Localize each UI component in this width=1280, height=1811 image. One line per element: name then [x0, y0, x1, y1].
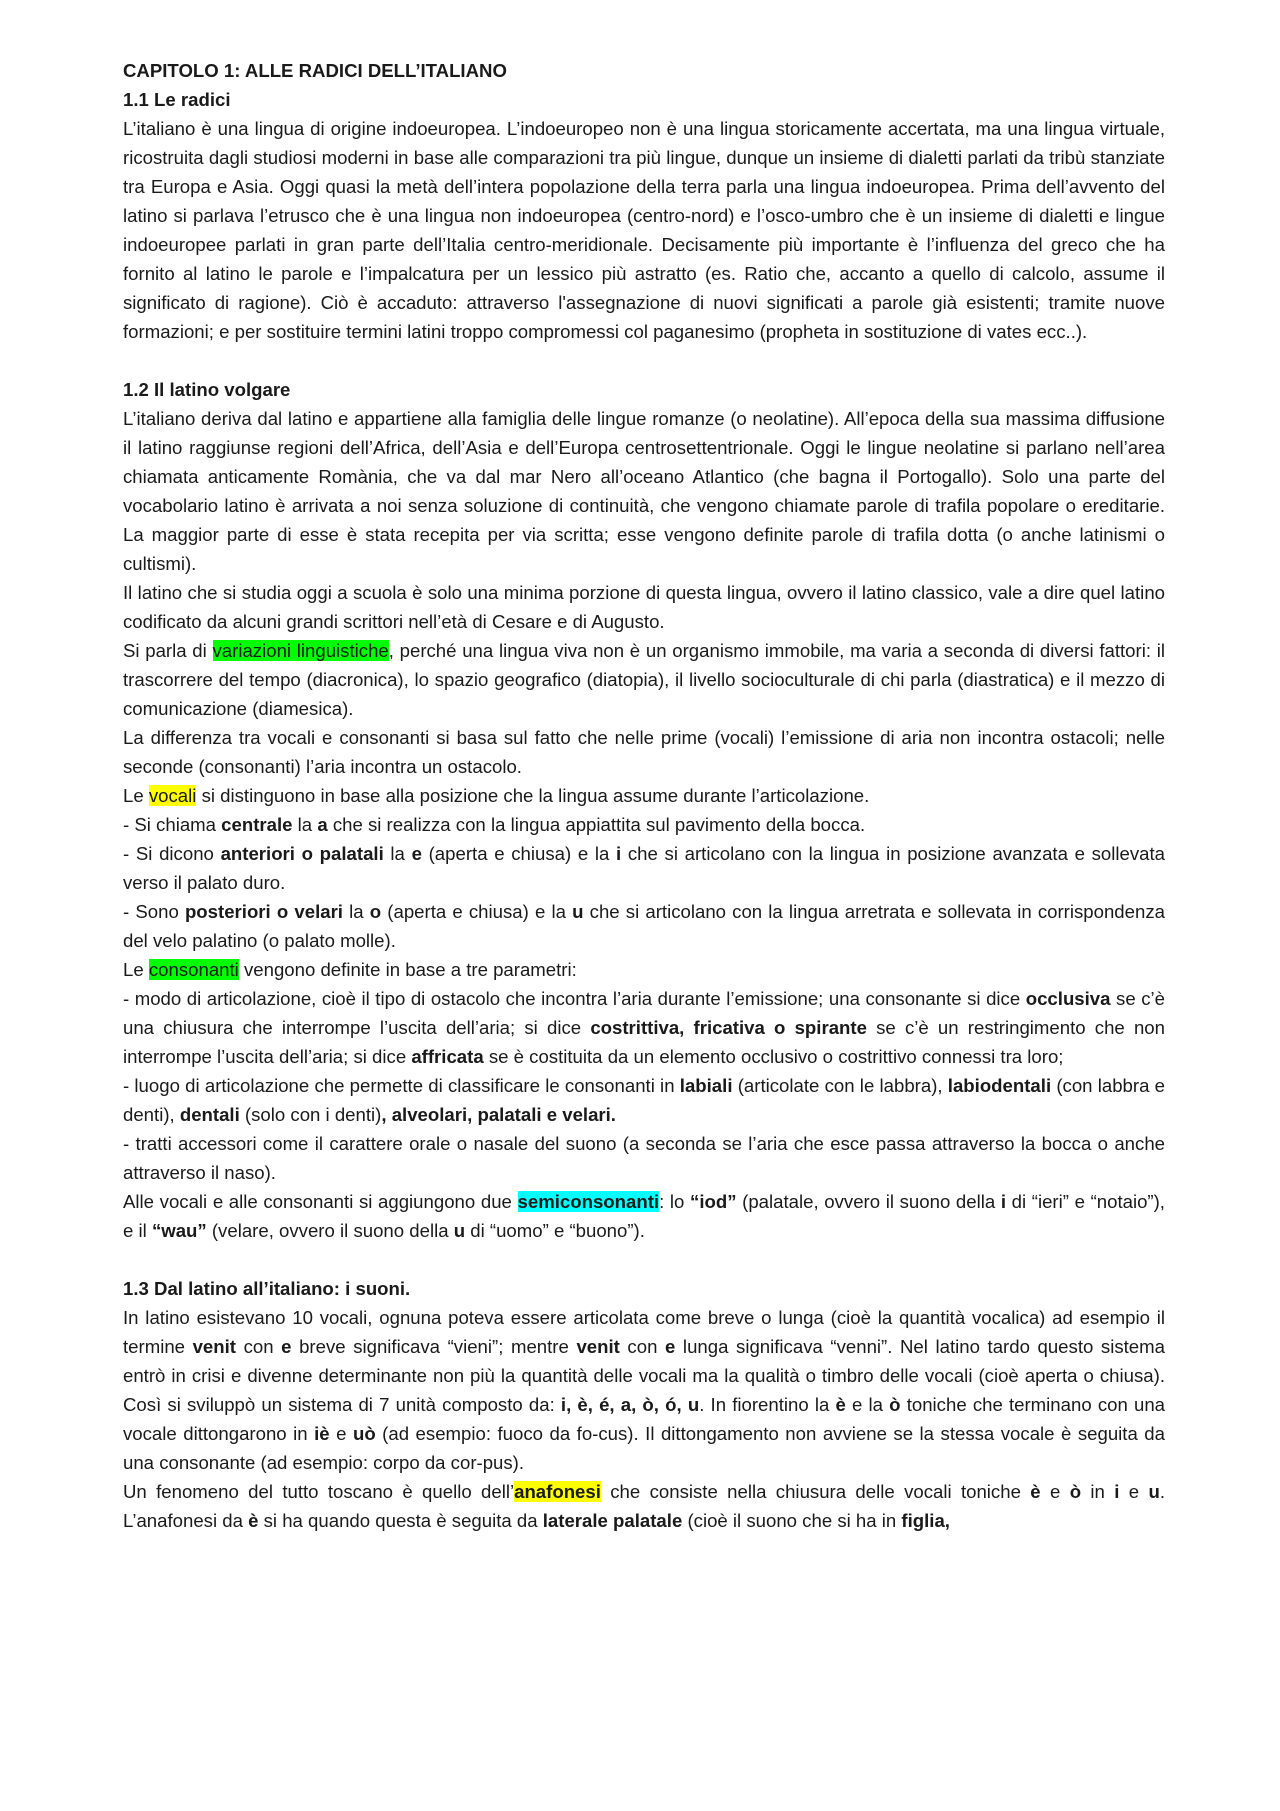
- paragraph: Il latino che si studia oggi a scuola è solo una minima porzione di questa lingua, ovvero il latino classico, vale a dire quel latino codificato da alcuni grandi scrittori nell’età di Cesare e di Augusto.: [123, 582, 1165, 632]
- spacer: [123, 1245, 1165, 1274]
- chapter-title: CAPITOLO 1: ALLE RADICI DELL’ITALIANO: [123, 60, 507, 81]
- paragraph: - Sono posteriori o velari la o (aperta e chiusa) e la u che si articolano con la lingua arretrata e sollevata in corrispondenza del velo palatino (o palato molle).: [123, 901, 1165, 951]
- section-title-1-3: 1.3 Dal latino all’italiano: i suoni.: [123, 1278, 411, 1299]
- highlight-variazioni: variazioni linguistiche: [212, 640, 389, 661]
- paragraph: La differenza tra vocali e consonanti si basa sul fatto che nelle prime (vocali) l’emissione di aria non incontra ostacoli; nelle seconde (consonanti) l’aria incontra un ostacolo.: [123, 727, 1165, 777]
- section-title-1-1: 1.1 Le radici: [123, 89, 231, 110]
- paragraph: - Si dicono anteriori o palatali la e (aperta e chiusa) e la i che si articolano con la lingua in posizione avanzata e sollevata verso il palato duro.: [123, 843, 1166, 893]
- paragraph: L’italiano deriva dal latino e appartiene alla famiglia delle lingue romanze (o neolatine). All’epoca della sua massima diffusione il latino raggiunse regioni dell’Africa, dell’Asia e dell’Europa centrosettentrionale. Oggi le lingue neolatine si parlano nell’area chiamata anticamente Romània, che va dal mar Nero all’oceano Atlantico (che bagna il Portogallo). Solo una parte del vocabolario latino è arrivata a noi senza soluzione di continuità, che vengono chiamate parole di trafila popolare o ereditarie. La maggior parte di esse è stata recepita per via scritta; esse vengono definite parole di trafila dotta (o anche latinismi o cultismi).: [123, 408, 1165, 574]
- paragraph: Un fenomeno del tutto toscano è quello dell’anafonesi che consiste nella chiusura delle vocali toniche è e ò in i e u. L’anafonesi da è si ha quando questa è seguita da laterale palatale (cioè il suono che si ha in figlia,: [123, 1481, 1165, 1531]
- document-page: [123, 56, 1165, 1535]
- highlight-anafonesi: anafonesi: [514, 1481, 601, 1502]
- paragraph: Si parla di variazioni linguistiche, perché una lingua viva non è un organismo immobile, ma varia a seconda di diversi fattori: il trascorrere del tempo (diacronica), lo spazio geografico (diatopia), il livello socioculturale di chi parla (diastratica) e il mezzo di comunicazione (diamesica).: [123, 640, 1165, 719]
- paragraph: In latino esistevano 10 vocali, ognuna poteva essere articolata come breve o lunga (cioè la quantità vocalica) ad esempio il termine venit con e breve significava “vieni”; mentre venit con e lunga significava “venni”. Nel latino tardo questo sistema entrò in crisi e divenne determinante non più la quantità delle vocali ma la qualità o timbro delle vocali (cioè aperta o chiusa). Così si sviluppò un sistema di 7 unità composto da: i, è, é, a, ò, ó, u. In fiorentino la è e la ò toniche che terminano con una vocale dittongarono in iè e uò (ad esempio: fuoco da fo-cus). Il dittongamento non avviene se la stessa vocale è seguita da una consonante (ad esempio: corpo da cor-pus).: [123, 1307, 1165, 1473]
- paragraph: L’italiano è una lingua di origine indoeuropea. L’indoeuropeo non è una lingua storicamente accertata, ma una lingua virtuale, ricostruita dagli studiosi moderni in base alle comparazioni tra più lingue, dunque un insieme di dialetti parlati da tribù stanziate tra Europa e Asia. Oggi quasi la metà dell’intera popolazione della terra parla una lingua indoeuropea. Prima dell’avvento del latino si parlava l’etrusco che è una lingua non indoeuropea (centro-nord) e l’osco-umbro che è un insieme di dialetti e lingue indoeuropee parlati in gran parte dell’Italia centro-meridionale. Decisamente più importante è l’influenza del greco che ha fornito al latino le parole e l’impalcatura per un lessico più astratto (es. Ratio che, accanto a quello di calcolo, assume il significato di ragione). Ciò è accaduto: attraverso l'assegnazione di nuovi significati a parole già esistenti; tramite nuove formazioni; e per sostituire termini latini troppo compromessi col paganesimo (propheta in sostituzione di vates ecc..).: [123, 118, 1165, 342]
- highlight-consonanti: consonanti: [148, 959, 239, 980]
- paragraph: - luogo di articolazione che permette di classificare le consonanti in labiali (articolate con le labbra), labiodentali (con labbra e denti), dentali (solo con i denti), alveolari, palatali e velari.: [123, 1075, 1166, 1125]
- paragraph: Alle vocali e alle consonanti si aggiungono due semiconsonanti: lo “iod” (palatale, ovvero il suono della i di “ieri” e “notaio”), e il “wau” (velare, ovvero il suono della u di “uomo” e “buono”).: [123, 1191, 1165, 1241]
- highlight-semiconsonanti: semiconsonanti: [517, 1191, 660, 1212]
- spacer: [123, 346, 1165, 375]
- paragraph: Le consonanti vengono definite in base a tre parametri:: [123, 959, 577, 980]
- section-title-1-2: 1.2 Il latino volgare: [123, 379, 291, 400]
- paragraph: Le vocali si distinguono in base alla posizione che la lingua assume durante l’articolazione.: [123, 785, 870, 806]
- paragraph: - Si chiama centrale la a che si realizza con la lingua appiattita sul pavimento della bocca.: [123, 814, 866, 835]
- paragraph: - modo di articolazione, cioè il tipo di ostacolo che incontra l’aria durante l’emissione; una consonante si dice occlusiva se c’è una chiusura che interrompe l’uscita dell’aria; si dice costrittiva, fricativa o spirante se c’è un restringimento che non interrompe l’uscita dell’aria; si dice affricata se è costituita da un elemento occlusivo o costrittivo connessi tra loro;: [123, 988, 1165, 1067]
- paragraph: - tratti accessori come il carattere orale o nasale del suono (a seconda se l’aria che esce passa attraverso la bocca o anche attraverso il naso).: [123, 1133, 1165, 1183]
- highlight-vocali: vocali: [148, 785, 197, 806]
